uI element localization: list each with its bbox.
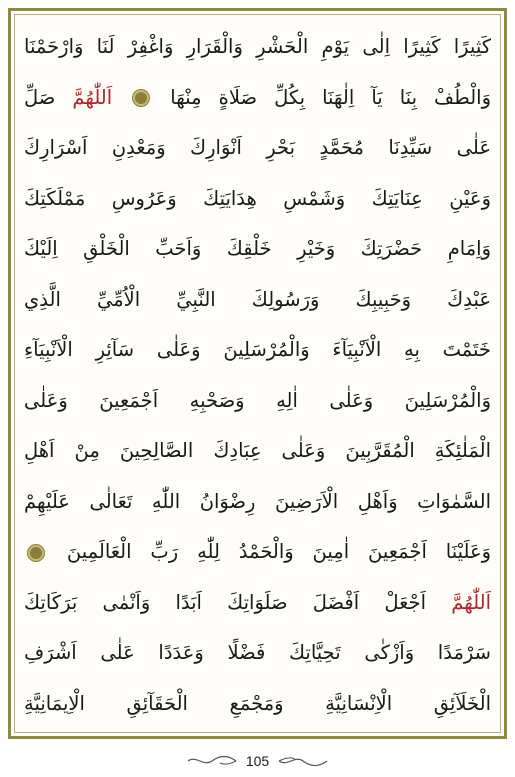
text-line-8 (24, 376, 491, 427)
page-number: 105 (245, 753, 270, 769)
rosette-ornament-icon (28, 545, 44, 561)
line-10-text: السَّمٰوَاتِ وَاَهْلِ الْاَرَضِينَ رِضْوَانُ اللّٰهِ تَعَالٰى عَلَيْهِمْ (24, 489, 491, 513)
line-14-text: الْخَلَآئِقِ الْاِنْسَانِيَّةِ وَمَجْمَعِ الْحَقَآئِقِ الْاِيمَانِيَّةِ (24, 691, 491, 715)
line-2-text: وَالْطُفْ بِنَا يَآ اِلٰهَنَا بِكُلِّ صَلَاةٍ مِنْهَا (170, 85, 491, 109)
line-3-text: عَلٰى سَيِّدِنَا مُحَمَّدٍ بَحْرِ اَنْوَارِكَ وَمَعْدِنِ اَسْرَارِكَ (24, 136, 491, 159)
rosette-ornament-icon (133, 90, 149, 106)
flourish-left-icon (186, 754, 238, 768)
line-13-text: سَرْمَدًا وَاَزْكٰى تَحِيَّاتِكَ فَضْلًا وَعَدَدًا عَلٰى اَشْرَفِ (24, 641, 491, 664)
text-line-13 (24, 628, 491, 679)
text-line-11 (24, 527, 491, 578)
prayer-text (24, 22, 491, 730)
allahumma-heading-2: اَللّٰهُمَّ (451, 590, 491, 614)
page-footer (0, 749, 515, 773)
line-2-tail: صَلِّ (24, 85, 56, 109)
text-line-9 (24, 426, 491, 477)
line-4-text: وَعَيْنِ عِنَايَتِكَ وَشَمْسِ هِدَايَتِكَ وَعَرُوسِ مَمْلَكَتِكَ (24, 186, 491, 210)
text-line-5 (24, 224, 491, 275)
text-line-12 (24, 578, 491, 629)
text-line-14 (24, 679, 491, 730)
text-line-4 (24, 174, 491, 225)
line-9-text: الْمَلٰئِكَةِ الْمُقَرَّبِينَ وَعَلٰى عِبَادِكَ الصَّالِحِينَ مِنْ اَهْلِ (24, 439, 491, 462)
text-line-3 (24, 123, 491, 174)
text-line-10 (24, 477, 491, 528)
text-line-1 (24, 22, 491, 73)
allahumma-heading: اَللّٰهُمَّ (72, 85, 113, 109)
line-5-text: وَاِمَامِ حَضْرَتِكَ وَخَيْرِ خَلْقِكَ وَاَحَبِّ الْخَلْقِ اِلَيْكَ (24, 237, 491, 260)
line-1-text: كَثِيرًا كَثِيرًا اِلٰى يَوْمِ الْحَشْرِ وَالْقَرَارِ وَاغْفِرْ لَنَا وَارْحَمْنَا (24, 35, 491, 58)
text-line-6 (24, 275, 491, 326)
line-6-text: عَبْدِكَ وَحَبِيبِكَ وَرَسُولِكَ النَّبِيِّ الْاُمِّيِّ الَّذِي (24, 287, 491, 311)
line-11-text: وَعَلَيْنَا اَجْمَعِينَ اٰمِينَ وَالْحَمْدُ لِلّٰهِ رَبِّ الْعَالَمِينَ (66, 540, 491, 563)
flourish-right-icon (277, 754, 329, 768)
line-8-text: وَالْمُرْسَلِينَ وَعَلٰى اٰلِهِ وَصَحْبِهِ اَجْمَعِينَ وَعَلٰى (24, 388, 491, 412)
text-line-2 (24, 73, 491, 124)
text-line-7 (24, 325, 491, 376)
line-7-text: خَتَمْتَ بِهِ الْاَنْبِيَآءَ وَالْمُرْسَلِينَ وَعَلٰى سَآئِرِ الْاَنْبِيَآءِ (24, 338, 491, 361)
line-12-text: اَجْعَلْ اَفْضَلَ صَلَوَاتِكَ اَبَدًا وَاَنْمٰى بَرَكَاتِكَ (24, 590, 427, 614)
